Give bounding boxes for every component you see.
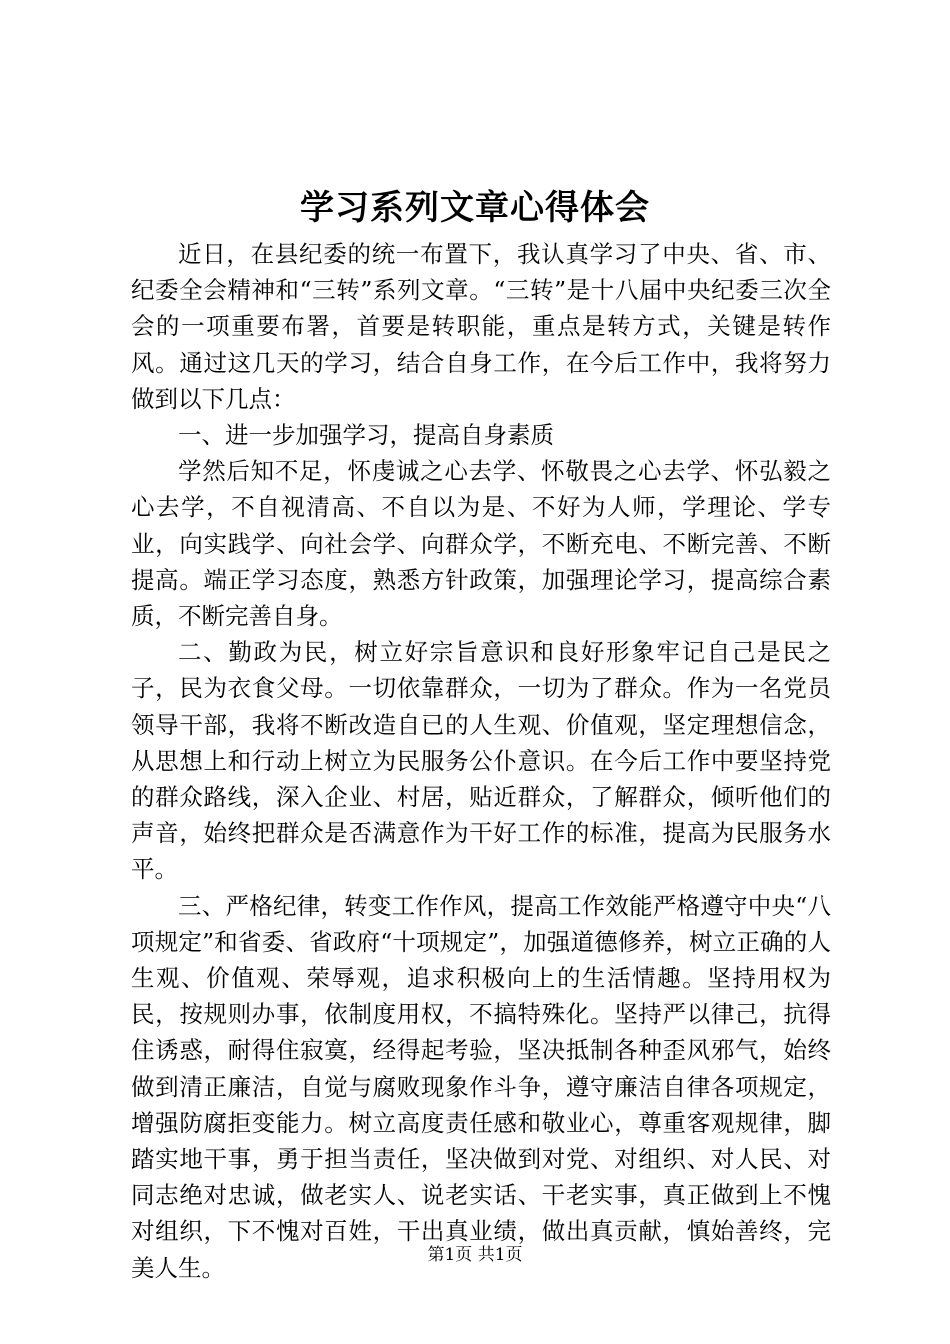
- paragraph-section-1: 学然后知不足，怀虔诚之心去学、怀敬畏之心去学、怀弘毅之心去学，不自视清高、不自以为是、不好为人师，学理论、学专业，向实践学、向社会学、向群众学，不断充电、不断完善、不断提高。端正学习态度，熟悉方针政策，加强理论学习，提高综合素质，不断完善自身。: [131, 457, 831, 631]
- page-number-footer: 第1页 共1页: [427, 1245, 523, 1265]
- document-body: [131, 236, 831, 1286]
- section-heading-1: 一、进一步加强学习，提高自身素质: [178, 421, 554, 450]
- paragraph-section-3: 三、严格纪律，转变工作作风，提高工作效能严格遵守中央“八项规定”和省委、省政府“十项规定”，加强道德修养，树立正确的人生观、价值观、荣辱观，追求积极向上的生活情趣。坚持用权为民，按规则办事，依制度用权，不搞特殊化。坚持严以律己，抗得住诱惑，耐得住寂寞，经得起考验，坚决抵制各种歪风邪气，始终做到清正廉洁，自觉与腐败现象作斗争，遵守廉洁自律各项规定，增强防腐拒变能力。树立高度责任感和敬业心，尊重客观规律，脚踏实地干事，勇于担当责任，坚决做到对党、对组织、对人民、对同志绝对忠诚，做老实人、说老实话、干老实事，真正做到上不愧对组织，下不愧对百姓，干出真业绩，做出真贡献，慎始善终，完美人生。: [131, 891, 831, 1282]
- paragraph-section-2: 二、勤政为民，树立好宗旨意识和良好形象牢记自己是民之子，民为衣食父母。一切依靠群众，一切为了群众。作为一名党员领导干部，我将不断改造自已的人生观、价值观，坚定理想信念，从思想上和行动上树立为民服务公仆意识。在今后工作中要坚持党的群众路线，深入企业、村居，贴近群众，了解群众，倾听他们的声音，始终把群众是否满意作为干好工作的标准，提高为民服务水平。: [131, 638, 831, 884]
- document-title: 学习系列文章心得体会: [300, 188, 650, 228]
- paragraph-intro: 近日，在县纪委的统一布置下，我认真学习了中央、省、市、纪委全会精神和“三转”系列文章。“三转”是十八届中央纪委三次全会的一项重要布署，首要是转职能，重点是转方式，关键是转作风。通过这几天的学习，结合自身工作，在今后工作中，我将努力做到以下几点：: [131, 240, 831, 413]
